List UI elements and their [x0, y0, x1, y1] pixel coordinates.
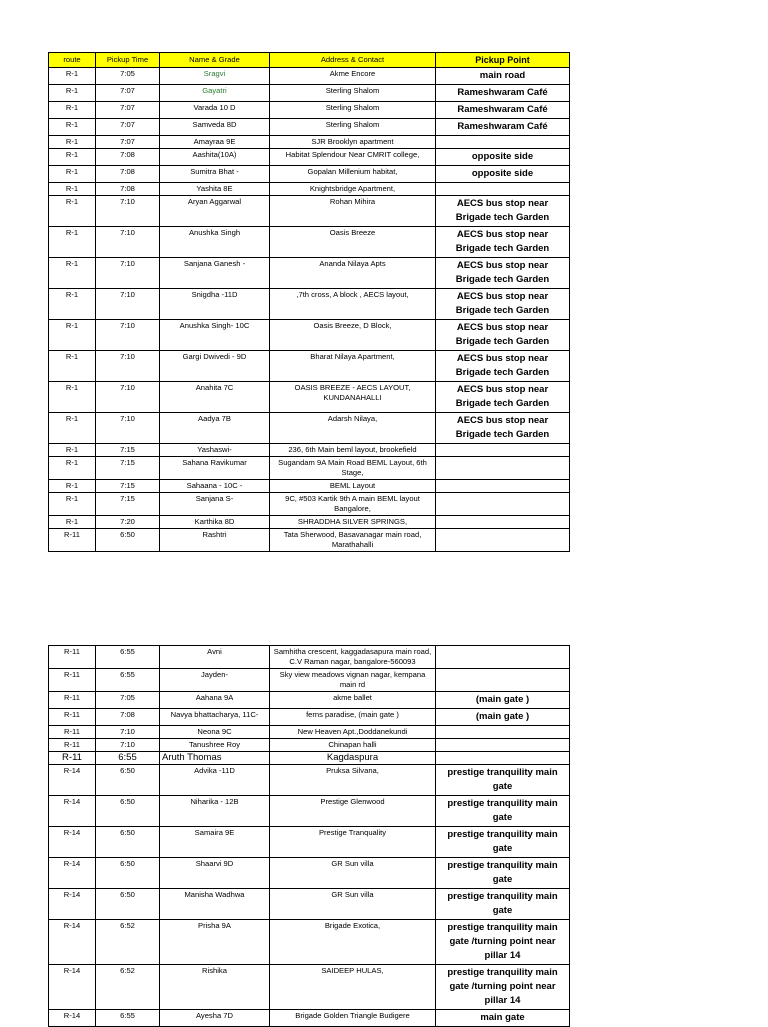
- pickup-time-cell: 7:07: [96, 136, 160, 149]
- pickup-point-cell: [436, 752, 570, 765]
- pickup-time-cell: 6:55: [96, 1010, 160, 1027]
- address-cell: SHRADDHA SILVER SPRINGS,: [270, 516, 436, 529]
- route-cell: R-1: [49, 166, 96, 183]
- table-row: [49, 166, 570, 183]
- table-row: [49, 102, 570, 119]
- route-cell: R-1: [49, 136, 96, 149]
- pickup-point-cell: prestige tranquility main gate: [436, 858, 570, 889]
- table-row: [49, 136, 570, 149]
- header-address-contact: Address & Contact: [270, 53, 436, 68]
- route-cell: R-1: [49, 382, 96, 413]
- name-grade-cell: Varada 10 D: [160, 102, 270, 119]
- name-grade-cell: Gayatri: [160, 85, 270, 102]
- name-grade-cell: Anahita 7C: [160, 382, 270, 413]
- route-cell: R-14: [49, 796, 96, 827]
- table-row: [49, 827, 570, 858]
- name-grade-cell: Sahana Ravikumar: [160, 457, 270, 480]
- pickup-point-cell: [436, 516, 570, 529]
- address-cell: Sterling Shalom: [270, 119, 436, 136]
- pickup-point-cell: [436, 183, 570, 196]
- route-cell: R-11: [49, 692, 96, 709]
- pickup-time-cell: 6:55: [96, 752, 160, 765]
- name-grade-cell: Aadya 7B: [160, 413, 270, 444]
- name-grade-cell: Aryan Aggarwal: [160, 196, 270, 227]
- table-row: [49, 68, 570, 85]
- address-cell: akme ballet: [270, 692, 436, 709]
- name-grade-cell: Sahaana - 10C -: [160, 480, 270, 493]
- pickup-time-cell: 6:55: [96, 646, 160, 669]
- header-pickup-time: Pickup Time: [96, 53, 160, 68]
- pickup-time-cell: 6:52: [96, 920, 160, 965]
- pickup-point-cell: Rameshwaram Café: [436, 85, 570, 102]
- schedule-table-2: [48, 645, 570, 1027]
- address-cell: Knightsbridge Apartment,: [270, 183, 436, 196]
- pickup-time-cell: 7:07: [96, 85, 160, 102]
- pickup-point-cell: [436, 739, 570, 752]
- address-cell: 236, 6th Main beml layout, brookefield: [270, 444, 436, 457]
- address-cell: Habitat Splendour Near CMRIT college,: [270, 149, 436, 166]
- route-cell: R-1: [49, 68, 96, 85]
- name-grade-cell: Sumitra Bhat -: [160, 166, 270, 183]
- table-row: [49, 965, 570, 1010]
- table-row: [49, 196, 570, 227]
- address-cell: Ananda Nilaya Apts: [270, 258, 436, 289]
- pickup-time-cell: 6:50: [96, 889, 160, 920]
- pickup-time-cell: 7:07: [96, 119, 160, 136]
- pickup-time-cell: 7:10: [96, 739, 160, 752]
- pickup-point-cell: prestige tranquility main gate: [436, 765, 570, 796]
- pickup-time-cell: 6:50: [96, 858, 160, 889]
- name-grade-cell: Jayden-: [160, 669, 270, 692]
- pickup-point-cell: AECS bus stop near Brigade tech Garden: [436, 320, 570, 351]
- pickup-point-cell: AECS bus stop near Brigade tech Garden: [436, 227, 570, 258]
- name-grade-cell: Shaarvi 9D: [160, 858, 270, 889]
- name-grade-cell: Aashita(10A): [160, 149, 270, 166]
- address-cell: Pruksa Silvana,: [270, 765, 436, 796]
- route-cell: R-11: [49, 646, 96, 669]
- pickup-point-cell: [436, 136, 570, 149]
- pickup-point-cell: prestige tranquility main gate: [436, 827, 570, 858]
- route-cell: R-11: [49, 739, 96, 752]
- pickup-time-cell: 7:05: [96, 692, 160, 709]
- pickup-point-cell: [436, 480, 570, 493]
- route-cell: R-11: [49, 529, 96, 552]
- name-grade-cell: Amayraa 9E: [160, 136, 270, 149]
- table-row: [49, 529, 570, 552]
- pickup-time-cell: 6:50: [96, 765, 160, 796]
- table-row: [49, 289, 570, 320]
- pickup-point-cell: opposite side: [436, 166, 570, 183]
- table-row: [49, 739, 570, 752]
- pickup-time-cell: 7:15: [96, 444, 160, 457]
- route-cell: R-1: [49, 457, 96, 480]
- pickup-time-cell: 7:07: [96, 102, 160, 119]
- pickup-time-cell: 7:10: [96, 413, 160, 444]
- header-pickup-point: Pickup Point: [436, 53, 570, 68]
- pickup-point-cell: prestige tranquility main gate /turning point near pillar 14: [436, 965, 570, 1010]
- table-row: [49, 258, 570, 289]
- name-grade-cell: Anushka Singh: [160, 227, 270, 258]
- name-grade-cell: Samaira 9E: [160, 827, 270, 858]
- pickup-point-cell: [436, 457, 570, 480]
- address-cell: Brigade Exotica,: [270, 920, 436, 965]
- name-grade-cell: Sanjana Ganesh -: [160, 258, 270, 289]
- address-cell: Brigade Golden Triangle Budigere: [270, 1010, 436, 1027]
- name-grade-cell: Navya bhattacharya, 11C-: [160, 709, 270, 726]
- route-cell: R-14: [49, 765, 96, 796]
- pickup-time-cell: 7:10: [96, 320, 160, 351]
- address-cell: 9C, #503 Kartik 9th A main BEML layout Bangalore,: [270, 493, 436, 516]
- name-grade-cell: Manisha Wadhwa: [160, 889, 270, 920]
- route-cell: R-1: [49, 196, 96, 227]
- schedule-table-1: [48, 52, 570, 552]
- name-grade-cell: Snigdha -11D: [160, 289, 270, 320]
- route-cell: R-1: [49, 85, 96, 102]
- address-cell: Oasis Breeze, D Block,: [270, 320, 436, 351]
- table-row: [49, 382, 570, 413]
- address-cell: Prestige Glenwood: [270, 796, 436, 827]
- pickup-point-cell: Rameshwaram Café: [436, 119, 570, 136]
- name-grade-cell: Advika -11D: [160, 765, 270, 796]
- address-cell: Tata Sherwood, Basavanagar main road, Marathahalli: [270, 529, 436, 552]
- pickup-point-cell: AECS bus stop near Brigade tech Garden: [436, 413, 570, 444]
- name-grade-cell: Niharika - 12B: [160, 796, 270, 827]
- table-row: [49, 119, 570, 136]
- route-cell: R-14: [49, 965, 96, 1010]
- pickup-time-cell: 7:10: [96, 227, 160, 258]
- route-cell: R-11: [49, 669, 96, 692]
- pickup-point-cell: (main gate ): [436, 692, 570, 709]
- route-cell: R-1: [49, 351, 96, 382]
- table-row: [49, 669, 570, 692]
- route-cell: R-1: [49, 413, 96, 444]
- address-cell: Oasis Breeze: [270, 227, 436, 258]
- address-cell: Sterling Shalom: [270, 85, 436, 102]
- pickup-time-cell: 7:20: [96, 516, 160, 529]
- route-cell: R-1: [49, 183, 96, 196]
- pickup-time-cell: 7:08: [96, 709, 160, 726]
- table-row: [49, 85, 570, 102]
- address-cell: Kagdaspura: [270, 752, 436, 765]
- route-cell: R-14: [49, 889, 96, 920]
- table-row: [49, 227, 570, 258]
- table-row: [49, 351, 570, 382]
- name-grade-cell: Anushka Singh- 10C: [160, 320, 270, 351]
- table-row: [49, 796, 570, 827]
- route-cell: R-14: [49, 920, 96, 965]
- address-cell: Prestige Tranquality: [270, 827, 436, 858]
- name-grade-cell: Yashaswi-: [160, 444, 270, 457]
- address-cell: OASIS BREEZE - AECS LAYOUT, KUNDANAHALLI: [270, 382, 436, 413]
- name-grade-cell: Samveda 8D: [160, 119, 270, 136]
- address-cell: ,7th cross, A block , AECS layout,: [270, 289, 436, 320]
- pickup-point-cell: [436, 646, 570, 669]
- route-cell: R-1: [49, 227, 96, 258]
- pickup-point-cell: [436, 726, 570, 739]
- pickup-time-cell: 6:50: [96, 827, 160, 858]
- table-row: [49, 858, 570, 889]
- pickup-time-cell: 7:08: [96, 183, 160, 196]
- route-cell: R-14: [49, 858, 96, 889]
- pickup-time-cell: 7:10: [96, 382, 160, 413]
- pickup-time-cell: 7:10: [96, 351, 160, 382]
- pickup-time-cell: 7:10: [96, 196, 160, 227]
- header-route: route: [49, 53, 96, 68]
- route-cell: R-1: [49, 258, 96, 289]
- address-cell: Chinapan halli: [270, 739, 436, 752]
- name-grade-cell: Neona 9C: [160, 726, 270, 739]
- pickup-point-cell: AECS bus stop near Brigade tech Garden: [436, 258, 570, 289]
- pickup-point-cell: AECS bus stop near Brigade tech Garden: [436, 289, 570, 320]
- pickup-point-cell: opposite side: [436, 149, 570, 166]
- pickup-time-cell: 7:10: [96, 258, 160, 289]
- header-name-grade: Name & Grade: [160, 53, 270, 68]
- address-cell: New Heaven Apt.,Doddanekundi: [270, 726, 436, 739]
- route-cell: R-1: [49, 320, 96, 351]
- table-row: [49, 457, 570, 480]
- table-row: [49, 726, 570, 739]
- pickup-point-cell: AECS bus stop near Brigade tech Garden: [436, 351, 570, 382]
- table-row: [49, 889, 570, 920]
- address-cell: BEML Layout: [270, 480, 436, 493]
- pickup-point-cell: Rameshwaram Café: [436, 102, 570, 119]
- pickup-time-cell: 7:15: [96, 457, 160, 480]
- pickup-time-cell: 7:15: [96, 480, 160, 493]
- pickup-time-cell: 7:05: [96, 68, 160, 85]
- address-cell: GR Sun villa: [270, 889, 436, 920]
- name-grade-cell: Sragvi: [160, 68, 270, 85]
- name-grade-cell: Avni: [160, 646, 270, 669]
- route-cell: R-11: [49, 709, 96, 726]
- pickup-point-cell: main gate: [436, 1010, 570, 1027]
- table-row: [49, 320, 570, 351]
- pickup-time-cell: 6:55: [96, 669, 160, 692]
- pickup-time-cell: 6:50: [96, 796, 160, 827]
- pickup-time-cell: 6:50: [96, 529, 160, 552]
- pickup-point-cell: [436, 493, 570, 516]
- pickup-time-cell: 6:52: [96, 965, 160, 1010]
- name-grade-cell: Aahana 9A: [160, 692, 270, 709]
- address-cell: Sky view meadows vignan nagar, kempana main rd: [270, 669, 436, 692]
- table-row: [49, 516, 570, 529]
- name-grade-cell: Tanushree Roy: [160, 739, 270, 752]
- route-cell: R-14: [49, 827, 96, 858]
- address-cell: Rohan Mihira: [270, 196, 436, 227]
- address-cell: Akme Encore: [270, 68, 436, 85]
- table-row: [49, 493, 570, 516]
- table-row: [49, 765, 570, 796]
- pickup-point-cell: prestige tranquility main gate: [436, 889, 570, 920]
- address-cell: Adarsh Nilaya,: [270, 413, 436, 444]
- route-cell: R-1: [49, 289, 96, 320]
- route-cell: R-14: [49, 1010, 96, 1027]
- pickup-point-cell: AECS bus stop near Brigade tech Garden: [436, 196, 570, 227]
- pickup-time-cell: 7:08: [96, 166, 160, 183]
- route-cell: R-1: [49, 516, 96, 529]
- address-cell: GR Sun villa: [270, 858, 436, 889]
- address-cell: SAIDEEP HULAS,: [270, 965, 436, 1010]
- address-cell: Bharat Nilaya Apartment,: [270, 351, 436, 382]
- route-cell: R-1: [49, 149, 96, 166]
- table-row: [49, 646, 570, 669]
- address-cell: Sterling Shalom: [270, 102, 436, 119]
- address-cell: Gopalan Millenium habitat,: [270, 166, 436, 183]
- header-row: [49, 53, 570, 68]
- route-cell: R-1: [49, 493, 96, 516]
- pickup-point-cell: prestige tranquility main gate /turning point near pillar 14: [436, 920, 570, 965]
- pickup-point-cell: [436, 529, 570, 552]
- pickup-point-cell: [436, 444, 570, 457]
- name-grade-cell: Prisha 9A: [160, 920, 270, 965]
- pickup-time-cell: 7:10: [96, 289, 160, 320]
- name-grade-cell: Rashtri: [160, 529, 270, 552]
- table-row: [49, 149, 570, 166]
- table-row: [49, 920, 570, 965]
- name-grade-cell: Aruth Thomas: [160, 752, 270, 765]
- table-row: [49, 183, 570, 196]
- pickup-time-cell: 7:15: [96, 493, 160, 516]
- address-cell: SJR Brooklyn apartment: [270, 136, 436, 149]
- address-cell: Sugandam 9A Main Road BEML Layout, 6th Stage,: [270, 457, 436, 480]
- pickup-point-cell: [436, 669, 570, 692]
- pickup-time-cell: 7:08: [96, 149, 160, 166]
- pickup-time-cell: 7:10: [96, 726, 160, 739]
- table-row: [49, 752, 570, 765]
- table-row: [49, 692, 570, 709]
- route-cell: R-11: [49, 726, 96, 739]
- route-cell: R-11: [49, 752, 96, 765]
- table-row: [49, 480, 570, 493]
- address-cell: Samhitha crescent, kaggadasapura main road, C.V Raman nagar, bangalore-560093: [270, 646, 436, 669]
- pickup-point-cell: (main gate ): [436, 709, 570, 726]
- pickup-point-cell: AECS bus stop near Brigade tech Garden: [436, 382, 570, 413]
- route-cell: R-1: [49, 102, 96, 119]
- pickup-point-cell: prestige tranquility main gate: [436, 796, 570, 827]
- name-grade-cell: Ayesha 7D: [160, 1010, 270, 1027]
- route-cell: R-1: [49, 444, 96, 457]
- route-cell: R-1: [49, 480, 96, 493]
- name-grade-cell: Sanjana S-: [160, 493, 270, 516]
- table-row: [49, 444, 570, 457]
- name-grade-cell: Yashita 8E: [160, 183, 270, 196]
- address-cell: ferns paradise, (main gate ): [270, 709, 436, 726]
- table-row: [49, 709, 570, 726]
- name-grade-cell: Gargi Dwivedi - 9D: [160, 351, 270, 382]
- table-row: [49, 413, 570, 444]
- pickup-point-cell: main road: [436, 68, 570, 85]
- route-cell: R-1: [49, 119, 96, 136]
- name-grade-cell: Karthika 8D: [160, 516, 270, 529]
- name-grade-cell: Rishika: [160, 965, 270, 1010]
